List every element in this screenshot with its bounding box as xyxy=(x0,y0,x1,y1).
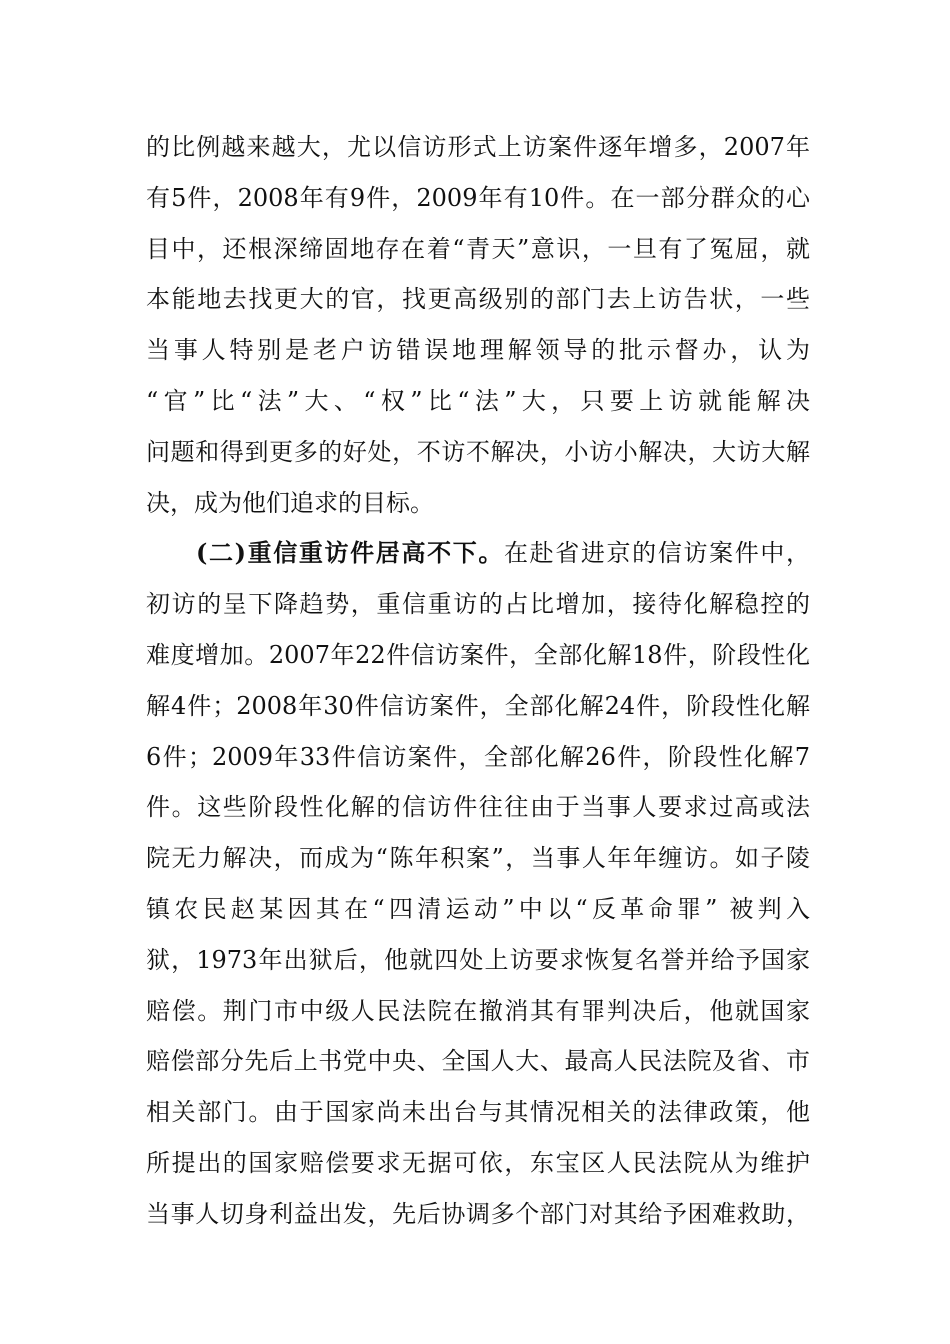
section-heading: (二)重信重访件居高不下。 xyxy=(196,538,504,568)
text-line: 难度增加。2007年22件信访案件，全部化解18件，阶段性化 xyxy=(146,640,810,669)
text-line: 院无力解决，而成为“陈年积案”，当事人年年缠访。如子陵 xyxy=(146,844,810,873)
text-line: 赔偿部分先后上书党中央、全国人大、最高人民法院及省、市 xyxy=(146,1047,810,1076)
text-line: 决，成为他们追求的目标。 xyxy=(146,488,434,517)
text-line: 当事人特别是老户访错误地理解领导的批示督办，认为 xyxy=(146,336,810,365)
text-line: 初访的呈下降趋势，重信重访的占比增加，接待化解稳控的 xyxy=(146,590,810,619)
paragraph-2-first-line xyxy=(146,528,810,579)
text-line: 问题和得到更多的好处，不访不解决，小访小解决，大访大解 xyxy=(146,437,810,466)
text-line: 6件；2009年33件信访案件，全部化解26件，阶段性化解7 xyxy=(146,742,810,771)
body-text xyxy=(146,122,810,1240)
text-line: 目中，还根深缔固地存在着“青天”意识，一旦有了冤屈，就 xyxy=(146,234,810,263)
text-line: “官”比“法”大、“权”比“法”大，只要上访就能解决 xyxy=(146,386,810,415)
heading-line-rest: 在赴省进京的信访案件中， xyxy=(504,539,810,568)
text-line: 本能地去找更大的官，找更高级别的部门去上访告状，一些 xyxy=(146,285,810,314)
text-line: 狱，1973年出狱后，他就四处上访要求恢复名誉并给予国家 xyxy=(146,945,810,974)
paragraph-1 xyxy=(146,122,810,528)
text-line: 相关部门。由于国家尚未出台与其情况相关的法律政策，他 xyxy=(146,1098,810,1127)
text-line: 件。这些阶段性化解的信访件往往由于当事人要求过高或法 xyxy=(146,793,810,822)
text-line: 有5件，2008年有9件，2009年有10件。在一部分群众的心 xyxy=(146,183,810,212)
text-line: 当事人切身利益出发，先后协调多个部门对其给予困难救助， xyxy=(146,1199,810,1228)
text-line: 赔偿。荆门市中级人民法院在撤消其有罪判决后，他就国家 xyxy=(146,996,810,1025)
text-line: 所提出的国家赔偿要求无据可依，东宝区人民法院从为维护 xyxy=(146,1148,810,1177)
text-line: 的比例越来越大，尤以信访形式上访案件逐年增多，2007年 xyxy=(146,133,810,161)
text-line: 镇农民赵某因其在“四清运动”中以“反革命罪” 被判入 xyxy=(146,894,810,923)
text-line: 解4件；2008年30件信访案件，全部化解24件，阶段性化解 xyxy=(146,691,810,720)
paragraph-2 xyxy=(146,528,810,1239)
